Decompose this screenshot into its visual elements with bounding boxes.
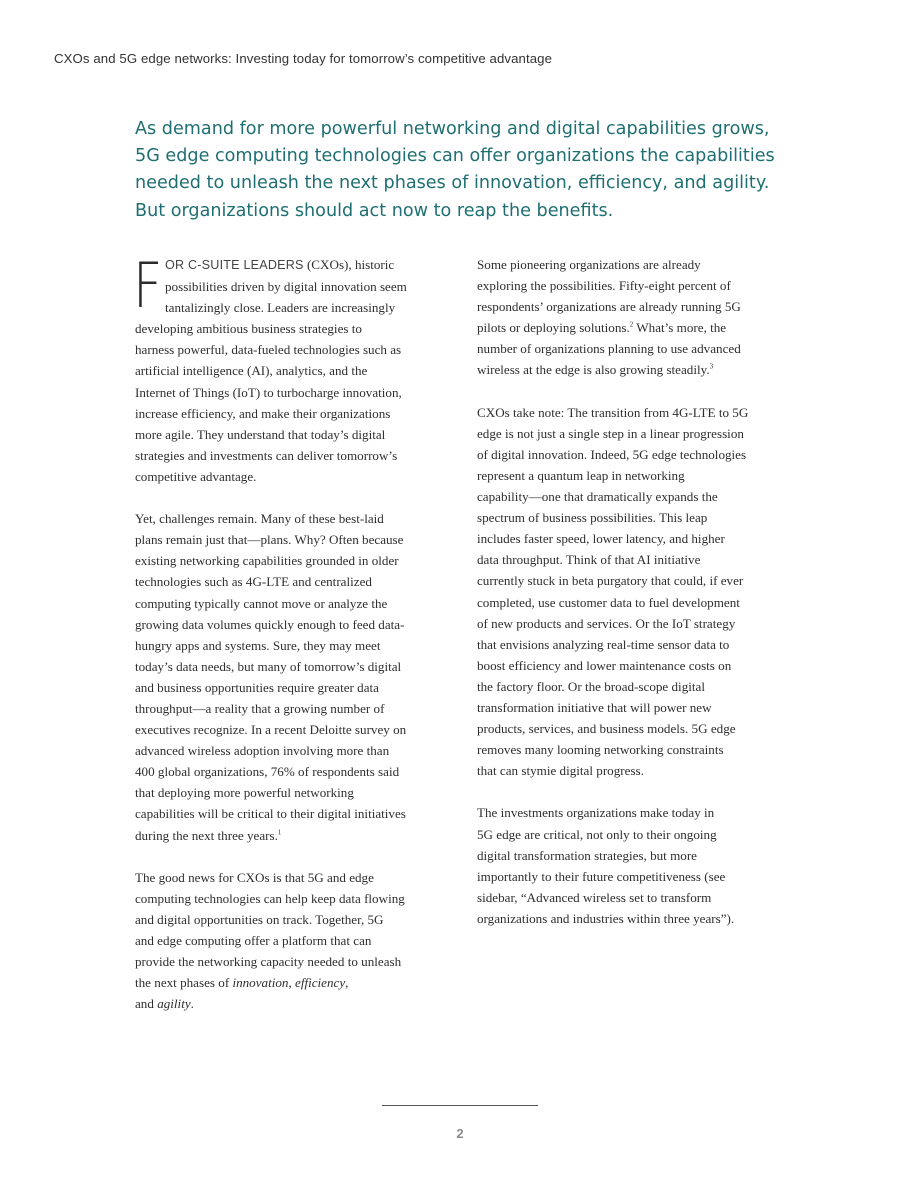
text-line: increase efficiency, and make their organizations xyxy=(135,405,391,421)
text-line: developing ambitious business strategies to xyxy=(135,321,362,337)
text-line: and business opportunities require greater data xyxy=(135,679,379,695)
text-line: plans remain just that—plans. Why? Often because xyxy=(135,532,404,548)
text-line: competitive advantage. xyxy=(135,468,257,484)
text-line: importantly to their future competitiveness (see xyxy=(477,868,726,884)
footnote-ref[interactable]: 1 xyxy=(277,828,282,837)
text-line: and digital opportunities on track. Together, 5G xyxy=(135,911,384,927)
text-line: CXOs take note: The transition from 4G-LTE to 5G xyxy=(477,404,749,420)
intro-line: needed to unleash the next phases of innovation, efficiency, and agility. xyxy=(135,173,770,194)
text-line xyxy=(477,359,797,380)
text-fragment: . xyxy=(190,996,194,1012)
text-line: 5G edge are critical, not only to their ongoing xyxy=(477,826,717,842)
text-line: computing technologies can help keep data flowing xyxy=(135,890,405,906)
text-line xyxy=(135,254,455,276)
text-line: possibilities driven by digital innovation seem xyxy=(165,279,407,295)
text-line: removes many looming networking constraints xyxy=(477,742,724,758)
intro-line: But organizations should act now to reap the benefits. xyxy=(135,200,614,221)
text-line xyxy=(135,825,455,846)
right-column xyxy=(477,254,797,950)
text-line: today’s data needs, but many of tomorrow’s digital xyxy=(135,658,402,674)
text-line: of new products and services. Or the IoT strategy xyxy=(477,615,736,631)
footer-divider xyxy=(382,1105,538,1106)
text-line: Some pioneering organizations are already xyxy=(477,257,701,272)
footnote-ref[interactable]: 3 xyxy=(709,363,714,372)
text-line: growing data volumes quickly enough to feed data- xyxy=(135,616,405,632)
paragraph xyxy=(135,867,455,1015)
text-line xyxy=(477,317,797,338)
text-line: that deploying more powerful networking xyxy=(135,785,354,801)
intro-line: 5G edge computing technologies can offer organizations the capabilities xyxy=(135,146,775,167)
emphasis: agility xyxy=(157,996,191,1012)
text-line: capability—one that dramatically expands the xyxy=(477,489,718,505)
drop-cap: F xyxy=(133,249,163,322)
text-line: completed, use customer data to fuel development xyxy=(477,594,740,610)
text-fragment: during the next three years. xyxy=(135,827,278,843)
text-line: and edge computing offer a platform that can xyxy=(135,933,372,948)
text-line: artificial intelligence (AI), analytics, and the xyxy=(135,363,368,379)
left-column xyxy=(133,249,455,1035)
text-line: exploring the possibilities. Fifty-eight percent of xyxy=(477,278,731,294)
text-line: sidebar, “Advanced wireless set to transform xyxy=(477,889,712,905)
paragraph xyxy=(477,254,797,381)
text-line xyxy=(135,993,455,1014)
paragraph xyxy=(477,802,797,929)
text-line: Internet of Things (IoT) to turbocharge innovation, xyxy=(135,384,402,400)
text-line: The good news for CXOs is that 5G and edge xyxy=(135,869,374,885)
text-line: transformation initiative that will power new xyxy=(477,699,712,715)
text-line: 400 global organizations, 76% of respondents said xyxy=(135,764,400,780)
text-line xyxy=(135,972,455,993)
text-line: of digital innovation. Indeed, 5G edge technologies xyxy=(477,446,747,462)
text-line: that envisions analyzing real-time sensor data to xyxy=(477,636,730,652)
page-number: 2 xyxy=(456,1126,464,1141)
text-fragment: wireless at the edge is also growing steadily. xyxy=(477,362,710,378)
text-line: harness powerful, data-fueled technologies such as xyxy=(135,342,402,358)
text-line: boost efficiency and lower maintenance costs on xyxy=(477,657,732,673)
running-header: CXOs and 5G edge networks: Investing today for tomorrow’s competitive advantage xyxy=(54,51,553,66)
text-fragment: What’s more, the xyxy=(633,320,727,336)
text-line: products, services, and business models. 5G edge xyxy=(477,721,736,737)
text-fragment: and xyxy=(135,996,158,1012)
text-line: organizations and industries within three years”). xyxy=(477,910,735,926)
text-line: represent a quantum leap in networking xyxy=(477,467,685,483)
text-line: throughput—a reality that a growing number of xyxy=(135,700,385,716)
text-line: data throughput. Think of that AI initiative xyxy=(477,552,701,568)
emphasis: innovation, efficiency xyxy=(232,975,346,991)
intro-pullquote xyxy=(135,116,775,225)
text-line: Yet, challenges remain. Many of these best-laid xyxy=(135,511,384,527)
text-fragment: , xyxy=(345,975,349,991)
text-line: spectrum of business possibilities. This leap xyxy=(477,510,708,526)
paragraph xyxy=(133,249,455,487)
intro-line: As demand for more powerful networking and digital capabilities grows, xyxy=(135,119,770,139)
text-line: more agile. They understand that today’s digital xyxy=(135,426,386,442)
text-line: includes faster speed, lower latency, and higher xyxy=(477,531,725,547)
text-line: capabilities will be critical to their digital initiatives xyxy=(135,806,406,822)
paragraph xyxy=(477,402,797,782)
text-line: strategies and investments can deliver tomorrow’s xyxy=(135,447,398,463)
text-line: existing networking capabilities grounded in older xyxy=(135,553,399,569)
text-line: hungry apps and systems. Sure, they may meet xyxy=(135,637,381,653)
text-line: provide the networking capacity needed to unleash xyxy=(135,954,402,970)
text-fragment: (CXOs), historic xyxy=(303,257,395,272)
text-line: digital transformation strategies, but more xyxy=(477,847,697,863)
text-line: executives recognize. In a recent Deloitte survey on xyxy=(135,722,407,738)
text-line: technologies such as 4G-LTE and centralized xyxy=(135,574,372,590)
text-line: computing typically cannot move or analyze the xyxy=(135,595,388,611)
text-line: currently stuck in beta purgatory that could, if ever xyxy=(477,573,744,589)
lead-in-smallcaps: OR C-SUITE LEADERS xyxy=(165,258,304,272)
paragraph xyxy=(135,508,455,846)
text-line: edge is not just a single step in a linear progression xyxy=(477,425,744,441)
text-line: the factory floor. Or the broad-scope digital xyxy=(477,678,705,694)
text-fragment: pilots or deploying solutions. xyxy=(477,320,630,336)
text-line: that can stymie digital progress. xyxy=(477,763,644,779)
footnote-ref[interactable]: 2 xyxy=(629,320,634,329)
text-fragment: the next phases of xyxy=(135,975,233,991)
text-line: number of organizations planning to use advanced xyxy=(477,341,741,357)
text-line: The investments organizations make today in xyxy=(477,805,715,821)
text-line: respondents’ organizations are already running 5G xyxy=(477,299,741,315)
text-line: tantalizingly close. Leaders are increasingly xyxy=(165,300,396,316)
text-line: advanced wireless adoption involving more than xyxy=(135,743,390,759)
